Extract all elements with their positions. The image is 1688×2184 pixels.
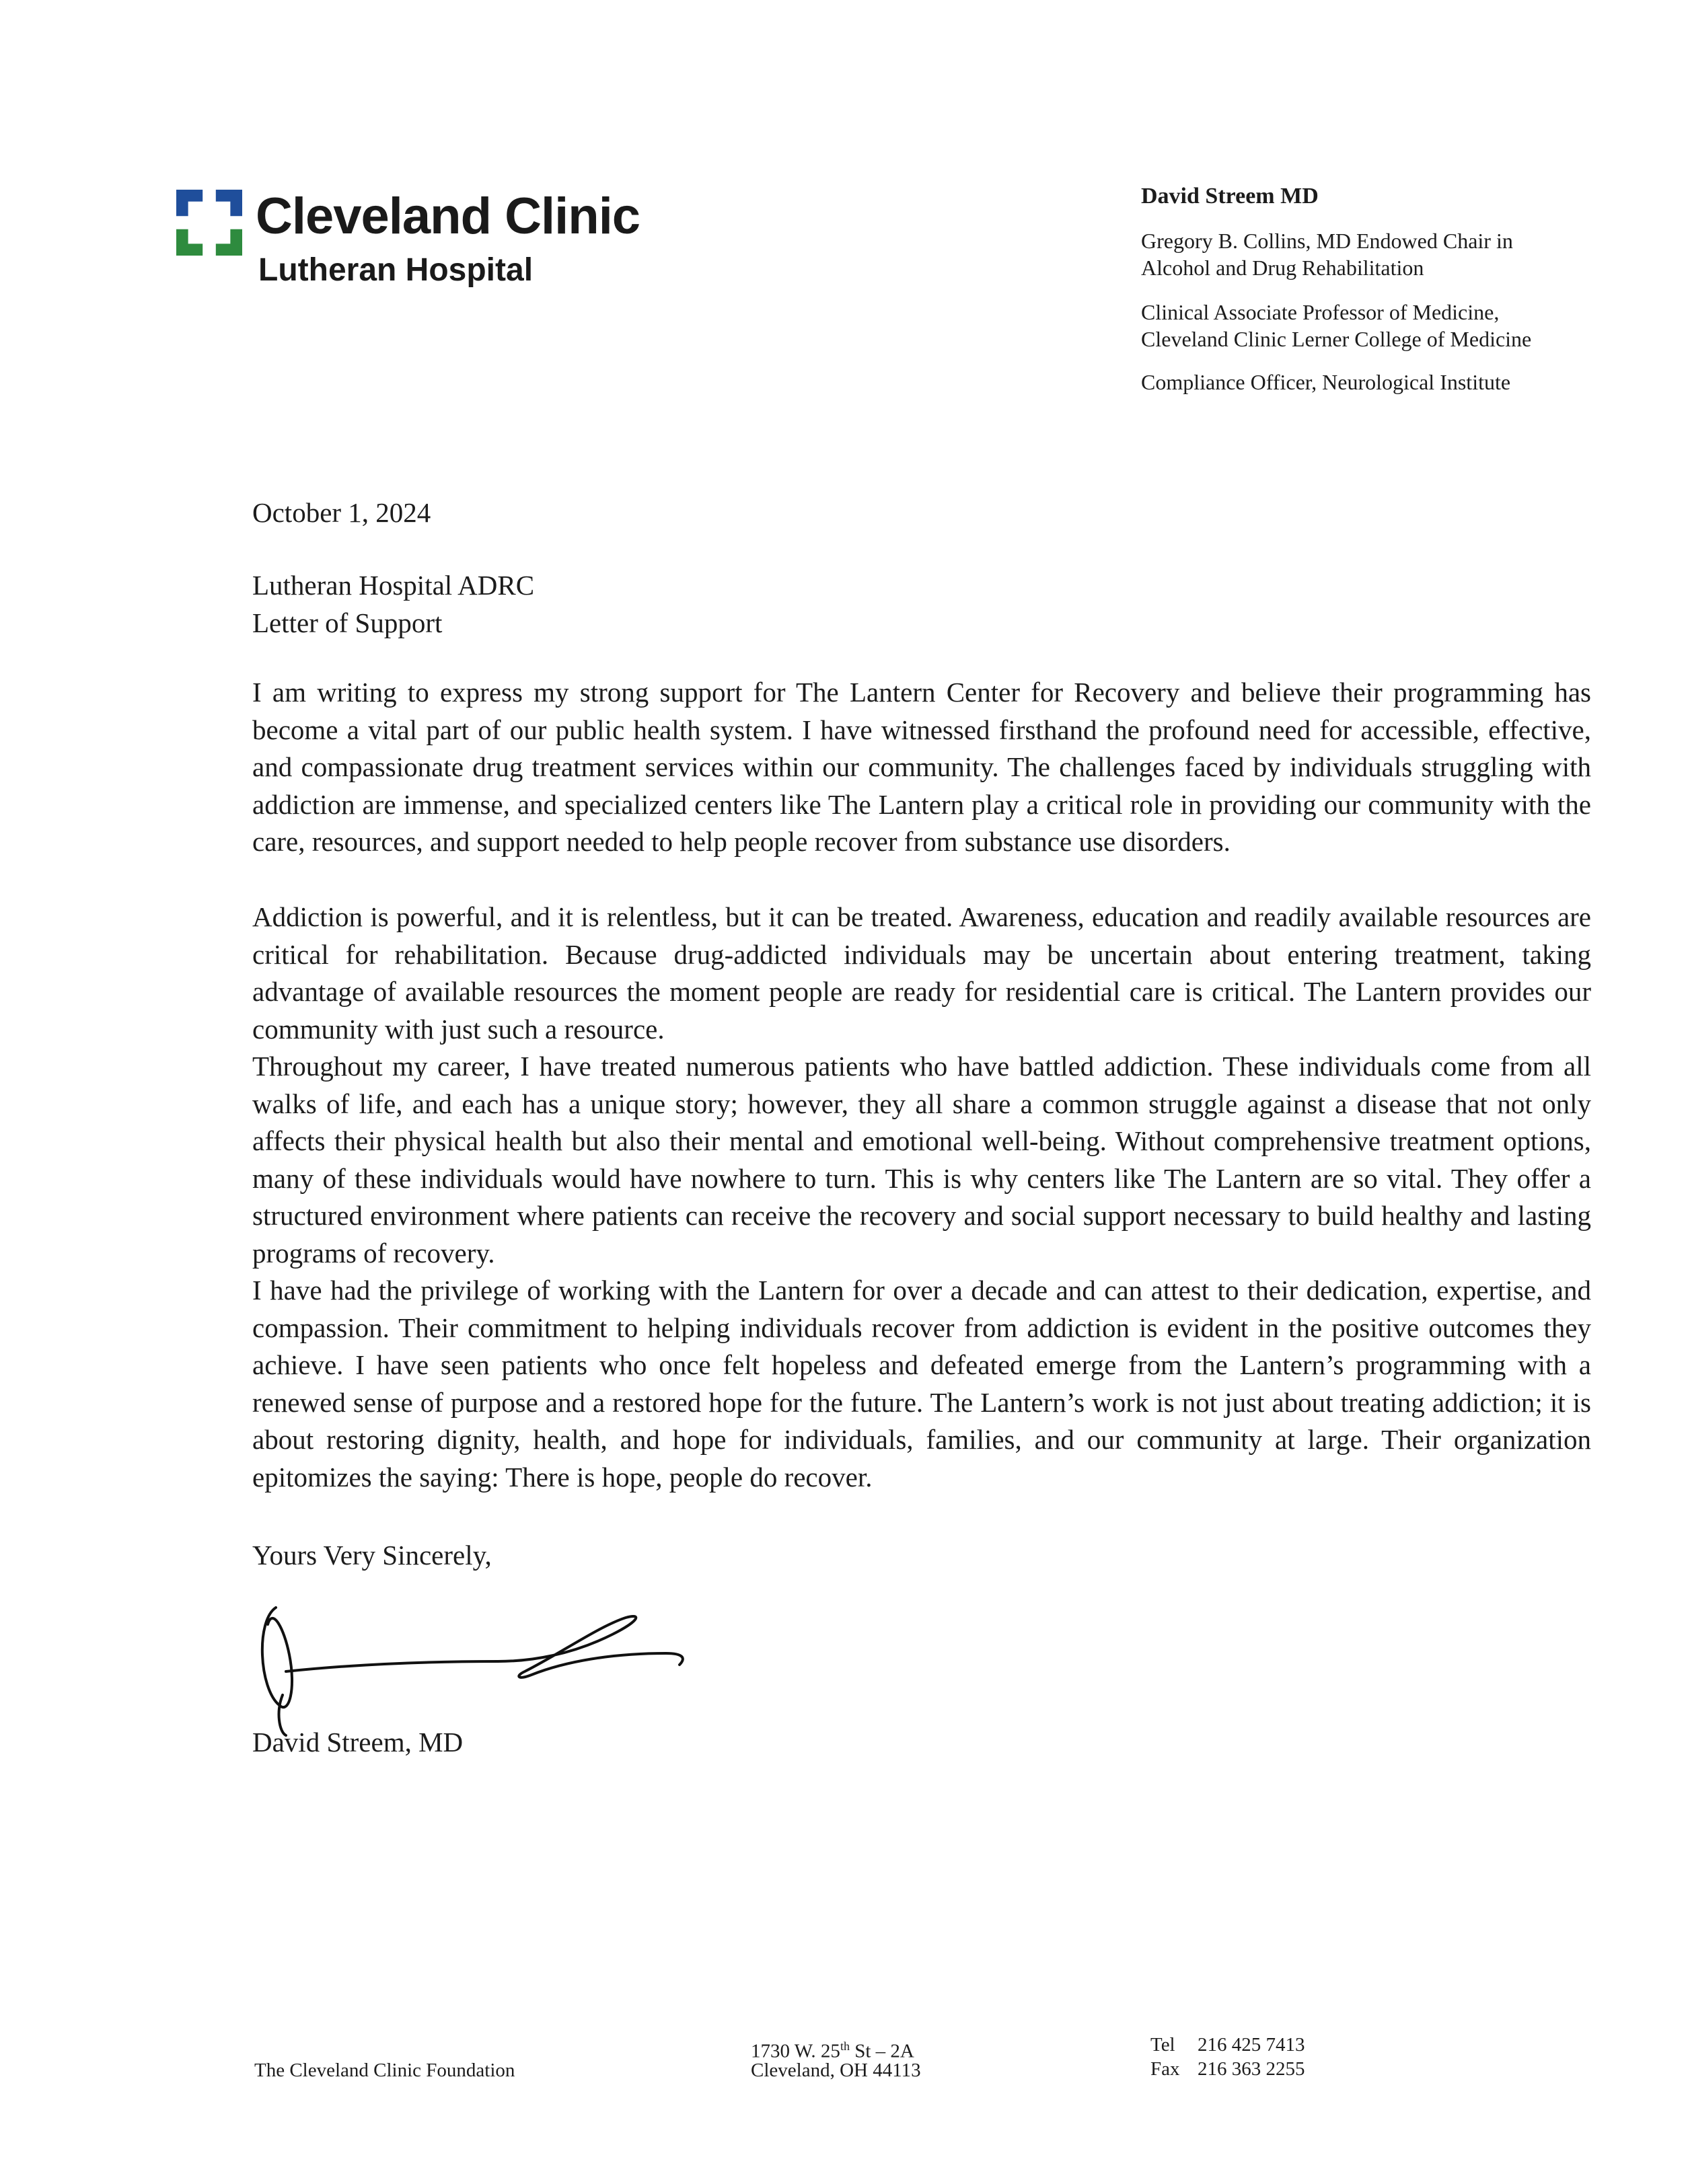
footer-address-street: 1730 W. 25 bbox=[751, 2040, 840, 2062]
letter-paragraph: I have had the privilege of working with the Lantern for over a decade and can attest to their dedication, expertise, and compassion. Their commitment to helping individuals recover from addiction is evident in the positive outcomes they achieve. I have seen patients who once felt hopeless and defeated emerge from the Lantern’s programming with a renewed sense of purpose and a restored hope for the future. The Lantern’s work is not just about treating addiction; it is about restoring dignity, health, and hope for individuals, families, and our community at large. Their organization epitomizes the saying: There is hope, people do recover. bbox=[252, 1275, 1591, 1493]
footer-telephone bbox=[1150, 2033, 1305, 2057]
letter-closing: Yours Very Sincerely, bbox=[252, 1540, 492, 1571]
header-title-line: Alcohol and Drug Rehabilitation bbox=[1141, 256, 1424, 280]
letter-paragraph: Throughout my career, I have treated numerous patients who have battled addiction. These individuals come from all walks of life, and each has a unique story; however, they all share a common struggle against a disease that not only affects their physical health but also their mental and emotional well-being. Without comprehensive treatment options, many of these individuals would have nowhere to turn. This is why centers like The Lantern are so vital. They offer a structured environment where patients can receive the recovery and social support necessary to build healthy and lasting programs of recovery. bbox=[252, 1051, 1591, 1269]
logo-subtitle: Lutheran Hospital bbox=[258, 252, 534, 288]
letter-date: October 1, 2024 bbox=[252, 497, 431, 528]
fax-label: Fax bbox=[1150, 2058, 1180, 2080]
letter-subject: Letter of Support bbox=[252, 607, 443, 638]
fax-number: 216 363 2255 bbox=[1198, 2058, 1305, 2080]
header-title-line: Cleveland Clinic Lerner College of Medicine bbox=[1141, 327, 1532, 351]
tel-number: 216 425 7413 bbox=[1198, 2034, 1305, 2056]
footer-address-sup: th bbox=[840, 2039, 850, 2053]
letter-paragraph: I am writing to express my strong support for The Lantern Center for Recovery and believe their programming has become a vital part of our public health system. I have witnessed firsthand the profound need for accessible, effective, and compassionate drug treatment services within our community. The challenges faced by individuals struggling with addiction are immense, and specialized centers like The Lantern play a critical role in providing our community with the care, resources, and support needed to help people recover from substance use disorders. bbox=[252, 677, 1591, 858]
header-title-line: Clinical Associate Professor of Medicine, bbox=[1141, 300, 1500, 324]
footer-address-suite: St – 2A bbox=[849, 2040, 914, 2062]
letter-paragraph: Addiction is powerful, and it is relentless, but it can be treated. Awareness, education and readily available resources are critical for rehabilitation. Because drug-addicted individuals may be uncertain about entering treatment, taking advantage of available resources the moment people are ready for residential care is critical. The Lantern provides our community with just such a resource. bbox=[252, 901, 1591, 1045]
cleveland-clinic-logo-icon bbox=[176, 190, 242, 256]
header-title-line: Gregory B. Collins, MD Endowed Chair in bbox=[1141, 229, 1513, 253]
signer-name: David Streem, MD bbox=[252, 1727, 464, 1758]
tel-label: Tel bbox=[1150, 2034, 1175, 2056]
header-name: David Streem MD bbox=[1141, 184, 1319, 209]
footer-fax bbox=[1150, 2057, 1305, 2081]
signature-icon bbox=[249, 1594, 720, 1742]
logo-name: Cleveland Clinic bbox=[256, 188, 640, 245]
recipient-line: Lutheran Hospital ADRC bbox=[252, 570, 535, 601]
footer-address-line2: Cleveland, OH 44113 bbox=[751, 2060, 921, 2081]
header-title-line: Compliance Officer, Neurological Institute bbox=[1141, 370, 1511, 394]
footer-organization: The Cleveland Clinic Foundation bbox=[254, 2060, 515, 2081]
